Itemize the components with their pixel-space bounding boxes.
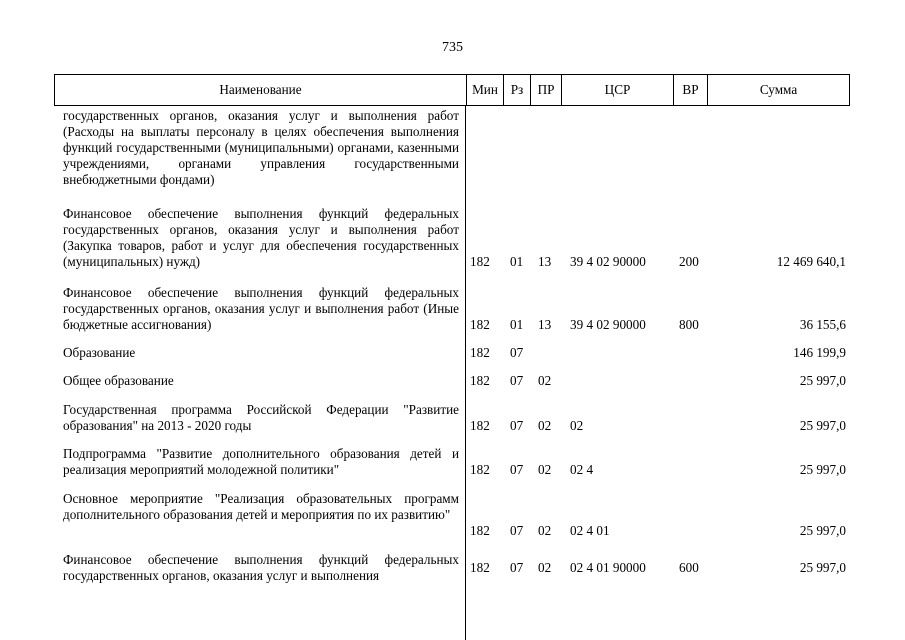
table-row (54, 491, 850, 539)
row-pr: 13 (538, 317, 552, 332)
row-rz: 07 (510, 373, 524, 388)
row-min: 182 (470, 418, 490, 433)
row-name: государственных органов, оказания услуг и выполнения работ (Расходы на выплаты персоналу в целях обеспечения выполнения функций государственными (муниципальными) органами, казенными учреждениями, органами управления государственными внебюджетными фондами) (63, 108, 459, 187)
row-min: 182 (470, 254, 490, 269)
row-name: Подпрограмма "Развитие дополнительного образования детей и реализация мероприятий молодежной политики" (63, 446, 459, 477)
row-min: 182 (470, 560, 490, 575)
row-pr: 02 (538, 560, 552, 575)
row-min: 182 (470, 345, 490, 360)
row-csr: 02 4 (570, 462, 594, 477)
row-min: 182 (470, 523, 490, 538)
row-min: 182 (470, 317, 490, 332)
row-sum: 25 997,0 (799, 560, 846, 575)
table-row (54, 285, 850, 333)
row-rz: 07 (510, 418, 524, 433)
row-name: Финансовое обеспечение выполнения функций федеральных государственных органов, оказания услуг и выполнения работ (Закупка товаров, работ и услуг для обеспечения государственных (муниципальных) нужд) (63, 206, 459, 269)
row-name: Финансовое обеспечение выполнения функций федеральных государственных органов, оказания услуг и выполнения (63, 552, 459, 583)
row-name: Финансовое обеспечение выполнения функций федеральных государственных органов, оказания услуг и выполнения работ (Иные бюджетные ассигнования) (63, 285, 459, 332)
header-csr: ЦСР (561, 75, 673, 105)
row-rz: 01 (510, 317, 524, 332)
row-pr: 02 (538, 418, 552, 433)
row-csr: 02 4 01 (570, 523, 610, 538)
table-header (54, 74, 850, 106)
row-min: 182 (470, 373, 490, 388)
row-vr: 200 (679, 254, 699, 269)
row-csr: 39 4 02 90000 (570, 317, 646, 332)
header-sum: Сумма (707, 75, 849, 105)
table-row (54, 206, 850, 270)
row-sum: 146 199,9 (793, 345, 846, 360)
row-sum: 12 469 640,1 (776, 254, 846, 269)
table-row (54, 373, 850, 389)
table-row (54, 446, 850, 478)
header-min: Мин (466, 75, 503, 105)
row-sum: 25 997,0 (799, 373, 846, 388)
table-row (54, 345, 850, 361)
row-csr: 39 4 02 90000 (570, 254, 646, 269)
row-rz: 07 (510, 345, 524, 360)
row-sum: 36 155,6 (799, 317, 846, 332)
row-csr: 02 (570, 418, 584, 433)
row-min: 182 (470, 462, 490, 477)
header-pr: ПР (530, 75, 561, 105)
row-rz: 01 (510, 254, 524, 269)
row-name: Общее образование (63, 373, 174, 388)
row-pr: 13 (538, 254, 552, 269)
header-vr: ВР (673, 75, 707, 105)
row-name: Государственная программа Российской Федерации "Развитие образования" на 2013 - 2020 годы (63, 402, 459, 433)
row-rz: 07 (510, 462, 524, 477)
row-rz: 07 (510, 560, 524, 575)
row-pr: 02 (538, 523, 552, 538)
header-rz: Рз (503, 75, 530, 105)
row-name: Образование (63, 345, 136, 360)
table-row (54, 402, 850, 434)
page-number: 735 (442, 40, 463, 55)
row-vr: 800 (679, 317, 699, 332)
row-name: Основное мероприятие "Реализация образовательных программ дополнительного образования детей и мероприятия по их развитию" (63, 491, 459, 522)
table-row (54, 108, 850, 188)
row-sum: 25 997,0 (799, 462, 846, 477)
row-csr: 02 4 01 90000 (570, 560, 646, 575)
row-vr: 600 (679, 560, 699, 575)
table-row (54, 552, 850, 584)
row-pr: 02 (538, 462, 552, 477)
header-name: Наименование (219, 82, 302, 97)
row-sum: 25 997,0 (799, 418, 846, 433)
row-rz: 07 (510, 523, 524, 538)
row-sum: 25 997,0 (799, 523, 846, 538)
row-pr: 02 (538, 373, 552, 388)
